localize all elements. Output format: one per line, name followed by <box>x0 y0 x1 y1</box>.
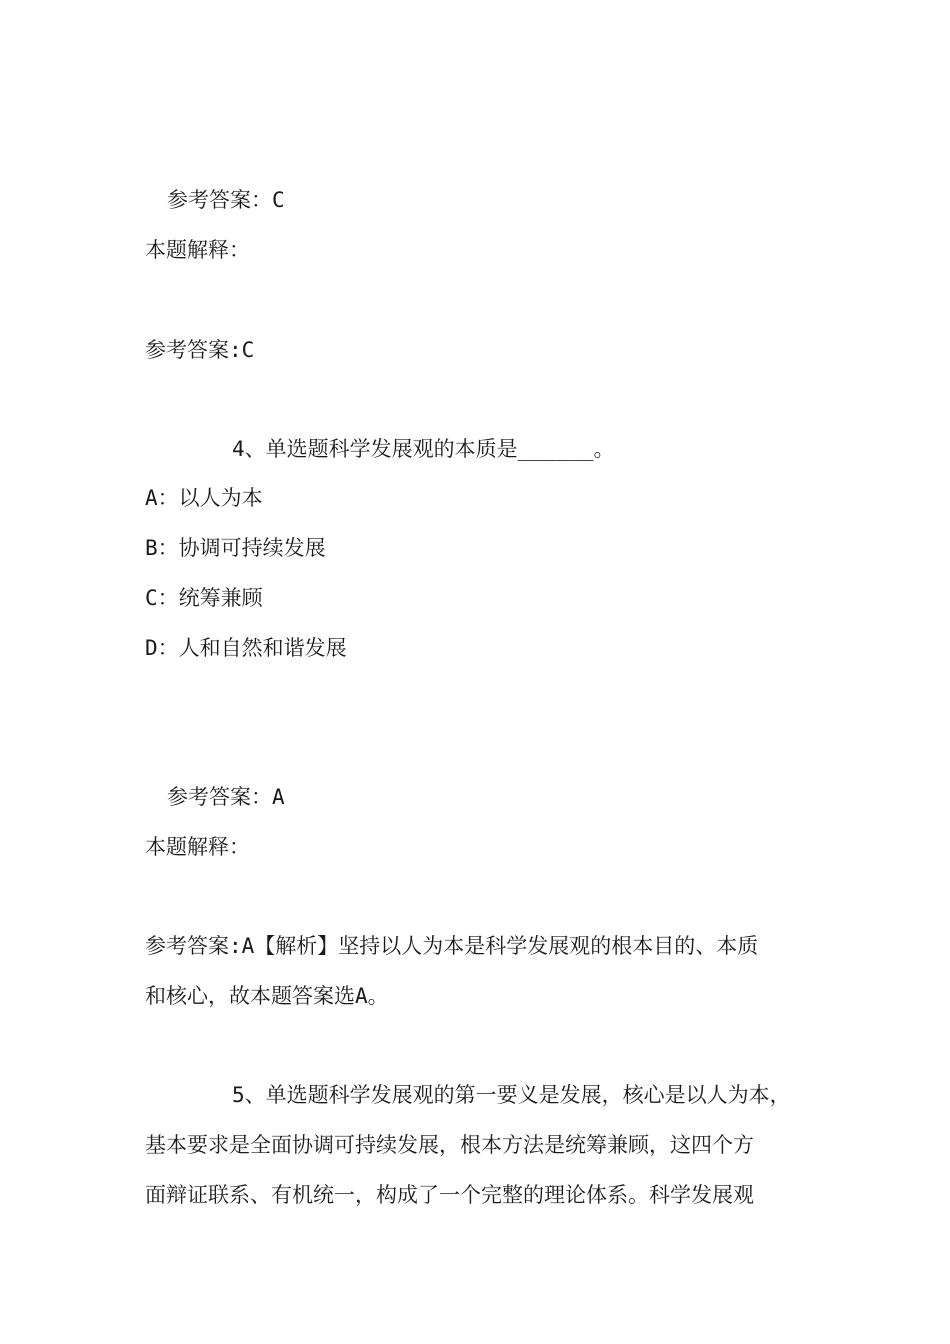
q4-option-c: C：统筹兼顾 <box>145 586 263 610</box>
q4-explain-line-1: 参考答案:A【解析】坚持以人为本是科学发展观的根本目的、本质 <box>145 934 759 958</box>
q5-line-1: 5、单选题科学发展观的第一要义是发展，核心是以人为本， <box>232 1083 791 1107</box>
q4-answer: 参考答案：A <box>167 785 285 809</box>
q4-option-a: A：以人为本 <box>145 486 263 510</box>
q4-explain-line-2: 和核心，故本题答案选A。 <box>145 984 389 1008</box>
q4-question: 4、单选题科学发展观的本质是______。 <box>232 437 615 461</box>
q3-answer: 参考答案：C <box>167 188 285 212</box>
q3-explain-text: 参考答案:C <box>145 338 255 362</box>
q5-line-2: 基本要求是全面协调可持续发展，根本方法是统筹兼顾，这四个方 <box>145 1133 754 1157</box>
q3-explain-label: 本题解释： <box>145 238 250 262</box>
q4-option-d: D：人和自然和谐发展 <box>145 636 347 660</box>
q4-option-b: B：协调可持续发展 <box>145 536 326 560</box>
q5-line-3: 面辩证联系、有机统一，构成了一个完整的理论体系。科学发展观 <box>145 1183 754 1207</box>
q4-explain-label: 本题解释： <box>145 835 250 859</box>
